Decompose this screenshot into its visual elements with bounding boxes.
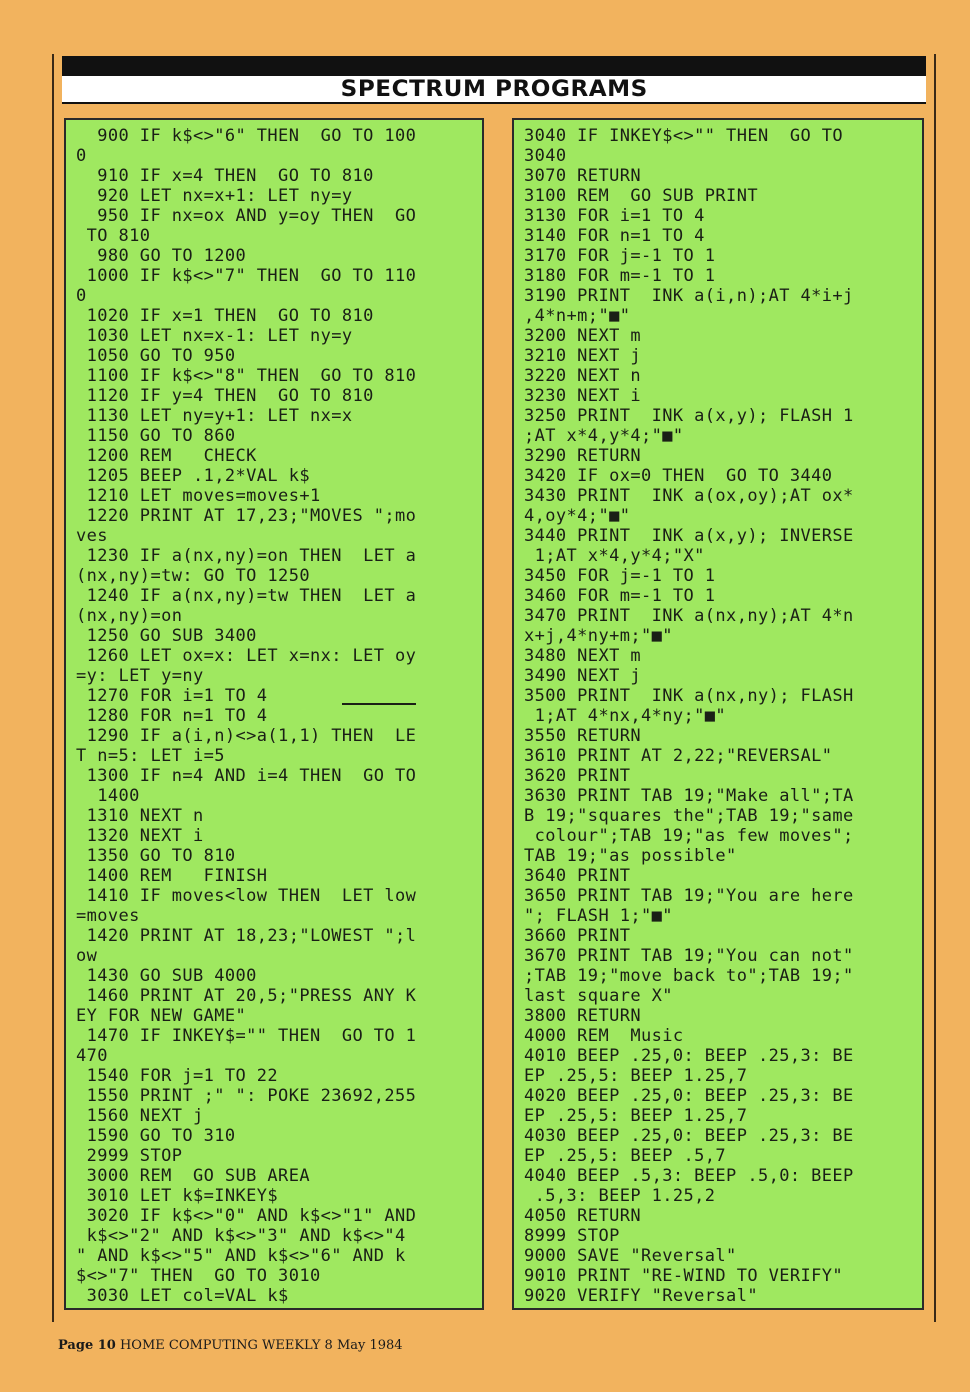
code-line: 3190 PRINT INK a(i,n);AT 4*i+j [524,286,854,306]
code-line: TAB 19;"as possible" [524,846,737,866]
code-line: 1;AT x*4,y*4;"X" [524,546,705,566]
code-line: 3480 NEXT m [524,646,641,666]
code-line: 4000 REM Music [524,1026,684,1046]
code-line: $<>"7" THEN GO TO 3010 [76,1266,321,1286]
code-line: 3620 PRINT [524,766,631,786]
code-line: 1410 IF moves<low THEN LET low [76,886,417,906]
code-line: 3800 RETURN [524,1006,641,1026]
page-footer [58,1338,403,1353]
code-line: 3640 PRINT [524,866,631,886]
code-line: 920 LET nx=x+1: LET ny=y [76,186,353,206]
code-line: 1120 IF y=4 THEN GO TO 810 [76,386,374,406]
code-line: ,4*n+m;"■" [524,306,631,326]
code-line: 1540 FOR j=1 TO 22 [76,1066,279,1086]
code-line: 1300 IF n=4 AND i=4 THEN GO TO [76,766,417,786]
code-line: 3230 NEXT i [524,386,641,406]
code-line: 1400 REM FINISH [76,866,268,886]
code-line: 3130 FOR i=1 TO 4 [524,206,705,226]
code-line: 1280 FOR n=1 TO 4 [76,706,268,726]
code-line: ow [76,946,98,966]
code-line: 3200 NEXT m [524,326,641,346]
code-line: TO 810 [76,226,151,246]
code-line: .5,3: BEEP 1.25,2 [524,1186,716,1206]
code-line: 4050 RETURN [524,1206,641,1226]
code-line: 1150 GO TO 860 [76,426,236,446]
code-line: 1290 IF a(i,n)<>a(1,1) THEN LE [76,726,417,746]
code-line: 3040 IF INKEY$<>"" THEN GO TO [524,126,844,146]
code-line: 3020 IF k$<>"0" AND k$<>"1" AND [76,1206,417,1226]
code-line: 1590 GO TO 310 [76,1126,236,1146]
code-line: 3430 PRINT INK a(ox,oy);AT ox* [524,486,854,506]
code-line: 1560 NEXT j [76,1106,204,1126]
code-line: 3490 NEXT j [524,666,641,686]
code-line: B 19;"squares the";TAB 19;"same [524,806,854,826]
divider-rule [342,703,416,705]
code-line: 9000 SAVE "Reversal" [524,1246,737,1266]
code-line: 2999 STOP [76,1146,183,1166]
code-line: ;TAB 19;"move back to";TAB 19;" [524,966,854,986]
code-line: 3630 PRINT TAB 19;"Make all";TA [524,786,854,806]
header-band [62,76,926,104]
code-line: k$<>"2" AND k$<>"3" AND k$<>"4 [76,1226,406,1246]
code-line: =y: LET y=ny [76,666,204,686]
listing-column-left [64,118,484,1310]
code-line: ;AT x*4,y*4;"■" [524,426,684,446]
code-line: 4030 BEEP .25,0: BEEP .25,3: BE [524,1126,854,1146]
code-line: 3220 NEXT n [524,366,641,386]
code-line: 4020 BEEP .25,0: BEEP .25,3: BE [524,1086,854,1106]
code-line: 1470 IF INKEY$="" THEN GO TO 1 [76,1026,417,1046]
code-line: EP .25,5: BEEP 1.25,7 [524,1066,748,1086]
code-line: 3010 LET k$=INKEY$ [76,1186,279,1206]
code-line: 1230 IF a(nx,ny)=on THEN LET a [76,546,417,566]
code-line: 3000 REM GO SUB AREA [76,1166,310,1186]
code-line: 3460 FOR m=-1 TO 1 [524,586,716,606]
code-line: 1200 REM CHECK [76,446,257,466]
code-line: 1020 IF x=1 THEN GO TO 810 [76,306,374,326]
code-line: 9020 VERIFY "Reversal" [524,1286,758,1306]
code-line: 1030 LET nx=x-1: LET ny=y [76,326,353,346]
code-line: 1420 PRINT AT 18,23;"LOWEST ";l [76,926,417,946]
code-line: 900 IF k$<>"6" THEN GO TO 100 [76,126,417,146]
code-line: ves [76,526,108,546]
code-line: 3670 PRINT TAB 19;"You can not" [524,946,854,966]
code-line: 3440 PRINT INK a(x,y); INVERSE [524,526,854,546]
code-line: 3550 RETURN [524,726,641,746]
code-line: 3140 FOR n=1 TO 4 [524,226,705,246]
code-line: 1210 LET moves=moves+1 [76,486,321,506]
code-line: 1100 IF k$<>"8" THEN GO TO 810 [76,366,417,386]
code-line: EP .25,5: BEEP 1.25,7 [524,1106,748,1126]
code-line: 3470 PRINT INK a(nx,ny);AT 4*n [524,606,854,626]
code-line: 1130 LET ny=y+1: LET nx=x [76,406,353,426]
code-line: 3250 PRINT INK a(x,y); FLASH 1 [524,406,854,426]
code-line: 1250 GO SUB 3400 [76,626,257,646]
code-line: 910 IF x=4 THEN GO TO 810 [76,166,374,186]
code-line: 1220 PRINT AT 17,23;"MOVES ";mo [76,506,417,526]
code-line: 1240 IF a(nx,ny)=tw THEN LET a [76,586,417,606]
code-line: 3650 PRINT TAB 19;"You are here [524,886,854,906]
code-line: 1400 [76,786,140,806]
code-line: =moves [76,906,140,926]
code-line: 0 [76,146,87,166]
code-line: x+j,4*ny+m;"■" [524,626,673,646]
code-line: EY FOR NEW GAME" [76,1006,247,1026]
code-line: 3660 PRINT [524,926,631,946]
code-line: 1460 PRINT AT 20,5;"PRESS ANY K [76,986,417,1006]
code-line: 3500 PRINT INK a(nx,ny); FLASH [524,686,854,706]
code-line: 9010 PRINT "RE-WIND TO VERIFY" [524,1266,844,1286]
code-line: 4010 BEEP .25,0: BEEP .25,3: BE [524,1046,854,1066]
code-line: 3170 FOR j=-1 TO 1 [524,246,716,266]
code-line: 980 GO TO 1200 [76,246,247,266]
code-line: EP .25,5: BEEP .5,7 [524,1146,727,1166]
code-line: 3040 [524,146,567,166]
code-line: 1320 NEXT i [76,826,204,846]
code-line: 3420 IF ox=0 THEN GO TO 3440 [524,466,833,486]
publication-line: HOME COMPUTING WEEKLY 8 May 1984 [119,1338,403,1353]
code-line: 4,oy*4;"■" [524,506,631,526]
code-line: 3030 LET col=VAL k$ [76,1286,289,1306]
code-line: 3210 NEXT j [524,346,641,366]
code-line: 1260 LET ox=x: LET x=nx: LET oy [76,646,417,666]
code-line: 3180 FOR m=-1 TO 1 [524,266,716,286]
code-line: (nx,ny)=on [76,606,183,626]
listing-column-right [512,118,924,1310]
section-title: SPECTRUM PROGRAMS [340,76,648,102]
code-line: 3290 RETURN [524,446,641,466]
code-line: last square X" [524,986,673,1006]
code-line: 3450 FOR j=-1 TO 1 [524,566,716,586]
code-line: 8999 STOP [524,1226,620,1246]
header-black-bar [62,56,926,76]
code-line: 470 [76,1046,108,1066]
code-line: (nx,ny)=tw: GO TO 1250 [76,566,310,586]
code-line: 3610 PRINT AT 2,22;"REVERSAL" [524,746,833,766]
code-line: 3100 REM GO SUB PRINT [524,186,758,206]
code-line: 4040 BEEP .5,3: BEEP .5,0: BEEP [524,1166,854,1186]
code-line: "; FLASH 1;"■" [524,906,673,926]
code-line: 1270 FOR i=1 TO 4 [76,686,268,706]
code-line: 3070 RETURN [524,166,641,186]
code-line: 1050 GO TO 950 [76,346,236,366]
code-line: 950 IF nx=ox AND y=oy THEN GO [76,206,417,226]
code-line: 1550 PRINT ;" ": POKE 23692,255 [76,1086,417,1106]
page-number: Page 10 [58,1338,116,1353]
code-line: T n=5: LET i=5 [76,746,225,766]
code-line: 0 [76,286,87,306]
code-line: colour";TAB 19;"as few moves"; [524,826,854,846]
code-line: 1350 GO TO 810 [76,846,236,866]
code-line: 1430 GO SUB 4000 [76,966,257,986]
code-line: 1;AT 4*nx,4*ny;"■" [524,706,727,726]
code-line: 1310 NEXT n [76,806,204,826]
code-line: 1000 IF k$<>"7" THEN GO TO 110 [76,266,417,286]
code-line: 1205 BEEP .1,2*VAL k$ [76,466,310,486]
code-line: " AND k$<>"5" AND k$<>"6" AND k [76,1246,406,1266]
